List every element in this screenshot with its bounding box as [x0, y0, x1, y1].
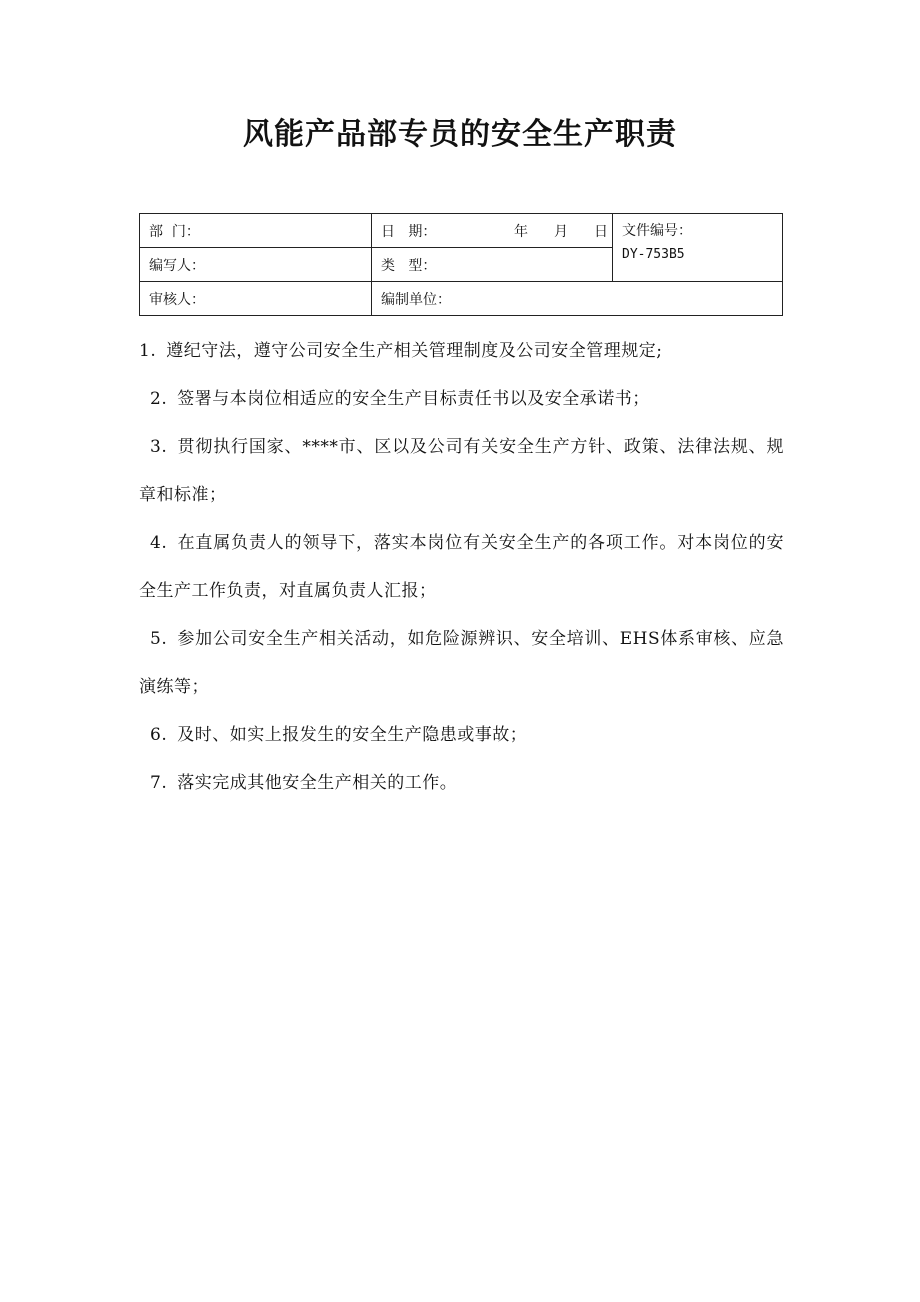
date-year: 年 [514, 223, 528, 240]
item-number: 1. [139, 341, 157, 361]
item-text: 落实完成其他安全生产相关的工作。 [177, 773, 458, 793]
item-number: 7. [150, 773, 168, 793]
item-number: 5. [150, 629, 168, 649]
date-month: 月 [554, 223, 568, 240]
date-label: 日 期： [381, 223, 437, 240]
writer-label: 编写人： [149, 257, 205, 274]
list-item [139, 711, 784, 759]
writer-cell [140, 248, 372, 282]
list-item [139, 615, 784, 711]
item-text: 及时、如实上报发生的安全生产隐患或事故； [177, 725, 528, 745]
doc-number-label: 文件编号： [622, 223, 692, 239]
list-item [139, 375, 784, 423]
list-item [139, 519, 784, 615]
list-item [139, 759, 784, 807]
reviewer-cell [140, 282, 372, 316]
department-label: 部 门： [149, 223, 200, 240]
item-number: 3. [150, 437, 168, 457]
item-text: 参加公司安全生产相关活动，如危险源辨识、安全培训、EHS体系审核、应急演练等； [139, 629, 784, 697]
document-header-table [139, 213, 783, 316]
doc-number-cell [613, 214, 783, 282]
item-text: 签署与本岗位相适应的安全生产目标责任书以及安全承诺书； [177, 389, 650, 409]
item-text: 遵纪守法，遵守公司安全生产相关管理制度及公司安全管理规定; [166, 341, 663, 361]
department-cell [140, 214, 372, 248]
header-row-1 [140, 214, 783, 248]
item-number: 2. [150, 389, 168, 409]
item-text: 在直属负责人的领导下，落实本岗位有关安全生产的各项工作。对本岗位的安全生产工作负责，对直属负责人汇报； [139, 533, 784, 601]
header-row-3 [140, 282, 783, 316]
date-cell [372, 214, 613, 248]
document-title: 风能产品部专员的安全生产职责 [243, 117, 677, 152]
item-number: 4. [150, 533, 168, 553]
type-cell [372, 248, 613, 282]
item-text: 贯彻执行国家、****市、区以及公司有关安全生产方针、政策、法律法规、规章和标准； [139, 437, 784, 505]
responsibility-list [139, 327, 784, 807]
reviewer-label: 审核人： [149, 291, 205, 308]
item-number: 6. [150, 725, 168, 745]
unit-cell [372, 282, 783, 316]
date-day: 日 [594, 223, 608, 240]
unit-label: 编制单位： [381, 291, 451, 308]
type-label: 类 型： [381, 257, 437, 274]
doc-number-value: DY-753B5 [622, 247, 685, 262]
list-item [139, 327, 784, 375]
list-item [139, 423, 784, 519]
